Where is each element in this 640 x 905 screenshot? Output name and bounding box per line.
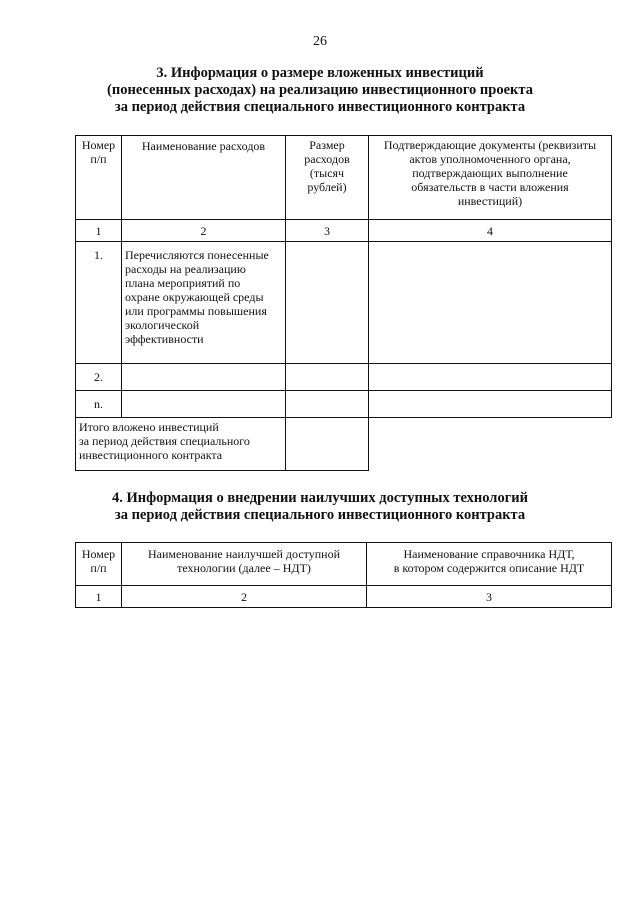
page-number: 26 xyxy=(313,34,327,49)
column-number: 1 xyxy=(76,220,122,242)
header-text: (тысяч xyxy=(309,166,345,180)
row-documents-cell xyxy=(369,242,612,364)
header-amount xyxy=(286,136,369,220)
header-text: Наименование справочника НДТ, xyxy=(403,547,575,561)
header-technology-name xyxy=(122,543,367,586)
column-number: 3 xyxy=(286,220,369,242)
column-number: 3 xyxy=(367,586,612,608)
row-description-line: охране окружающей среды xyxy=(125,290,264,304)
total-amount-cell xyxy=(286,418,369,471)
header-reference-book xyxy=(367,543,612,586)
column-number: 1 xyxy=(76,586,122,608)
header-text: п/п xyxy=(90,561,107,575)
row-description-line: Перечисляются понесенные xyxy=(125,248,269,262)
section-4-title-line: 4. Информация о внедрении наилучших доступных технологий xyxy=(111,490,528,506)
total-label-line: за период действия специального xyxy=(79,434,250,448)
row-description-line: или программы повышения xyxy=(125,304,267,318)
header-text: Подтверждающие документы (реквизиты xyxy=(383,138,597,152)
row-number: 2. xyxy=(76,364,122,391)
row-description xyxy=(122,391,286,418)
column-number: 2 xyxy=(122,220,286,242)
header-text: актов уполномоченного органа, xyxy=(409,152,571,166)
header-text: п/п xyxy=(90,152,107,166)
technologies-table xyxy=(75,542,612,608)
row-documents-cell xyxy=(369,391,612,418)
header-text: Размер xyxy=(309,138,345,152)
total-label-line: Итого вложено инвестиций xyxy=(79,420,219,434)
section-3-title-line: 3. Информация о размере вложенных инвестиций xyxy=(156,65,484,81)
table-row xyxy=(76,242,612,364)
header-number xyxy=(76,543,122,586)
row-number: 1. xyxy=(76,242,122,364)
section-4-title xyxy=(40,490,600,524)
column-number-row xyxy=(76,586,612,608)
header-expense-name xyxy=(122,136,286,220)
total-label xyxy=(76,418,286,471)
row-documents-cell xyxy=(369,364,612,391)
header-text: Номер xyxy=(81,138,116,152)
column-number: 2 xyxy=(122,586,367,608)
section-3-title-line: (понесенных расходах) на реализацию инвестиционного проекта xyxy=(107,82,533,98)
header-text: Номер xyxy=(81,547,116,561)
row-description-line: эффективности xyxy=(125,332,204,346)
row-amount-cell xyxy=(286,391,369,418)
header-documents xyxy=(369,136,612,220)
investments-table xyxy=(75,135,612,471)
row-description-line: расходы на реализацию xyxy=(125,262,246,276)
section-3-title xyxy=(40,65,600,116)
header-number xyxy=(76,136,122,220)
header-text: обязательств в части вложения xyxy=(411,180,569,194)
table-row xyxy=(76,391,612,418)
total-empty-space xyxy=(369,418,612,471)
row-number: n. xyxy=(76,391,122,418)
column-number: 4 xyxy=(369,220,612,242)
header-text: инвестиций) xyxy=(457,194,523,208)
column-number-row xyxy=(76,220,612,242)
row-description xyxy=(122,364,286,391)
row-amount-cell xyxy=(286,364,369,391)
header-text: в котором содержится описание НДТ xyxy=(393,561,585,575)
header-text: технологии (далее – НДТ) xyxy=(177,561,311,575)
total-row xyxy=(76,418,612,471)
header-text: подтверждающих выполнение xyxy=(412,166,568,180)
header-text: рублей) xyxy=(307,180,347,194)
row-description-line: плана мероприятий по xyxy=(125,276,241,290)
header-text: Наименование наилучшей доступной xyxy=(147,547,341,561)
section-3-title-line: за период действия специального инвестиционного контракта xyxy=(114,99,526,115)
table-header-row xyxy=(76,136,612,220)
section-4-title-line: за период действия специального инвестиционного контракта xyxy=(114,507,526,523)
table-header-row xyxy=(76,543,612,586)
header-text: Наименование расходов xyxy=(141,139,266,153)
row-description-line: экологической xyxy=(125,318,200,332)
table-row xyxy=(76,364,612,391)
row-amount-cell xyxy=(286,242,369,364)
row-description xyxy=(122,242,286,364)
header-text: расходов xyxy=(304,152,350,166)
total-label-line: инвестиционного контракта xyxy=(79,448,223,462)
